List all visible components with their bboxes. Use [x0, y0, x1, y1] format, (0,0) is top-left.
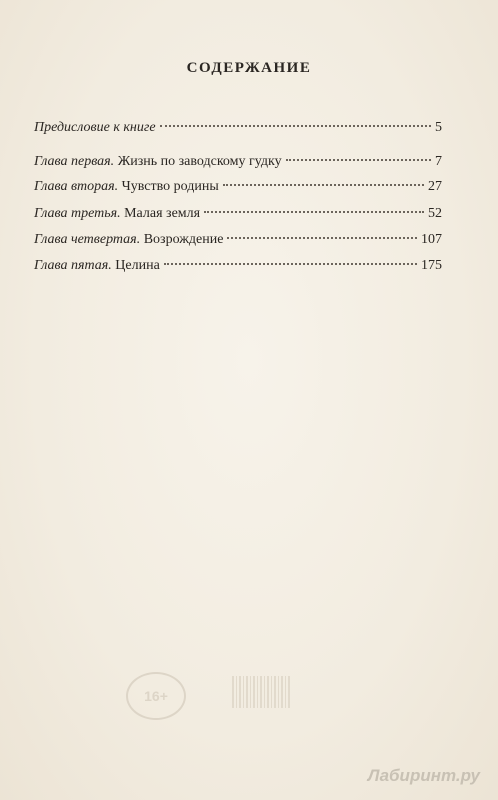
- toc-page-number: 27: [428, 179, 442, 194]
- toc-page-number: 52: [428, 206, 442, 221]
- toc-entry-label: [34, 154, 282, 170]
- toc-entry-title: Жизнь по заводскому гудку: [114, 154, 282, 169]
- toc-entry-chapter-1: [34, 154, 442, 174]
- toc-entry-italic: Глава пятая.: [34, 258, 112, 273]
- toc-entry-label: [34, 206, 200, 222]
- dot-leader: [227, 237, 417, 239]
- toc-entry-chapter-2: [34, 179, 442, 199]
- toc-entry-title: Целина: [111, 258, 160, 273]
- toc-page-number: 107: [421, 232, 442, 247]
- toc-entry-title: Малая земля: [120, 206, 201, 221]
- toc-entry-label: [34, 258, 160, 274]
- dot-leader: [286, 159, 431, 161]
- watermark-logo: Лабиринт.ру: [367, 766, 480, 785]
- toc-entry-italic: Глава четвертая.: [34, 232, 141, 247]
- dot-leader: [164, 263, 417, 265]
- toc-entry-chapter-4: [34, 232, 442, 252]
- toc-entry-italic: Глава третья.: [34, 206, 121, 221]
- age-rating-badge: 16+: [126, 672, 186, 720]
- toc-entry-italic: Глава первая.: [34, 154, 115, 169]
- toc-entry-chapter-5: [34, 258, 442, 278]
- toc-entry-chapter-3: [34, 206, 442, 226]
- page-title: СОДЕРЖАНИЕ: [186, 60, 312, 76]
- toc-entry-title: Возрождение: [140, 232, 224, 247]
- toc-entry-label: [34, 232, 223, 248]
- toc-entry-italic: Предисловие к книге: [34, 120, 156, 135]
- dot-leader: [204, 211, 424, 213]
- toc-entry-italic: Глава вторая.: [34, 179, 119, 194]
- dot-leader: [160, 125, 431, 127]
- barcode-image: [232, 676, 292, 708]
- toc-page-number: 5: [435, 120, 442, 135]
- toc-page-number: 175: [421, 258, 442, 273]
- toc-page-number: 7: [435, 154, 442, 169]
- dot-leader: [223, 184, 424, 186]
- toc-entry-title: Чувство родины: [118, 179, 219, 194]
- toc-entry-label: [34, 120, 156, 136]
- toc-entry-preface: [34, 120, 442, 140]
- toc-entry-label: [34, 179, 219, 195]
